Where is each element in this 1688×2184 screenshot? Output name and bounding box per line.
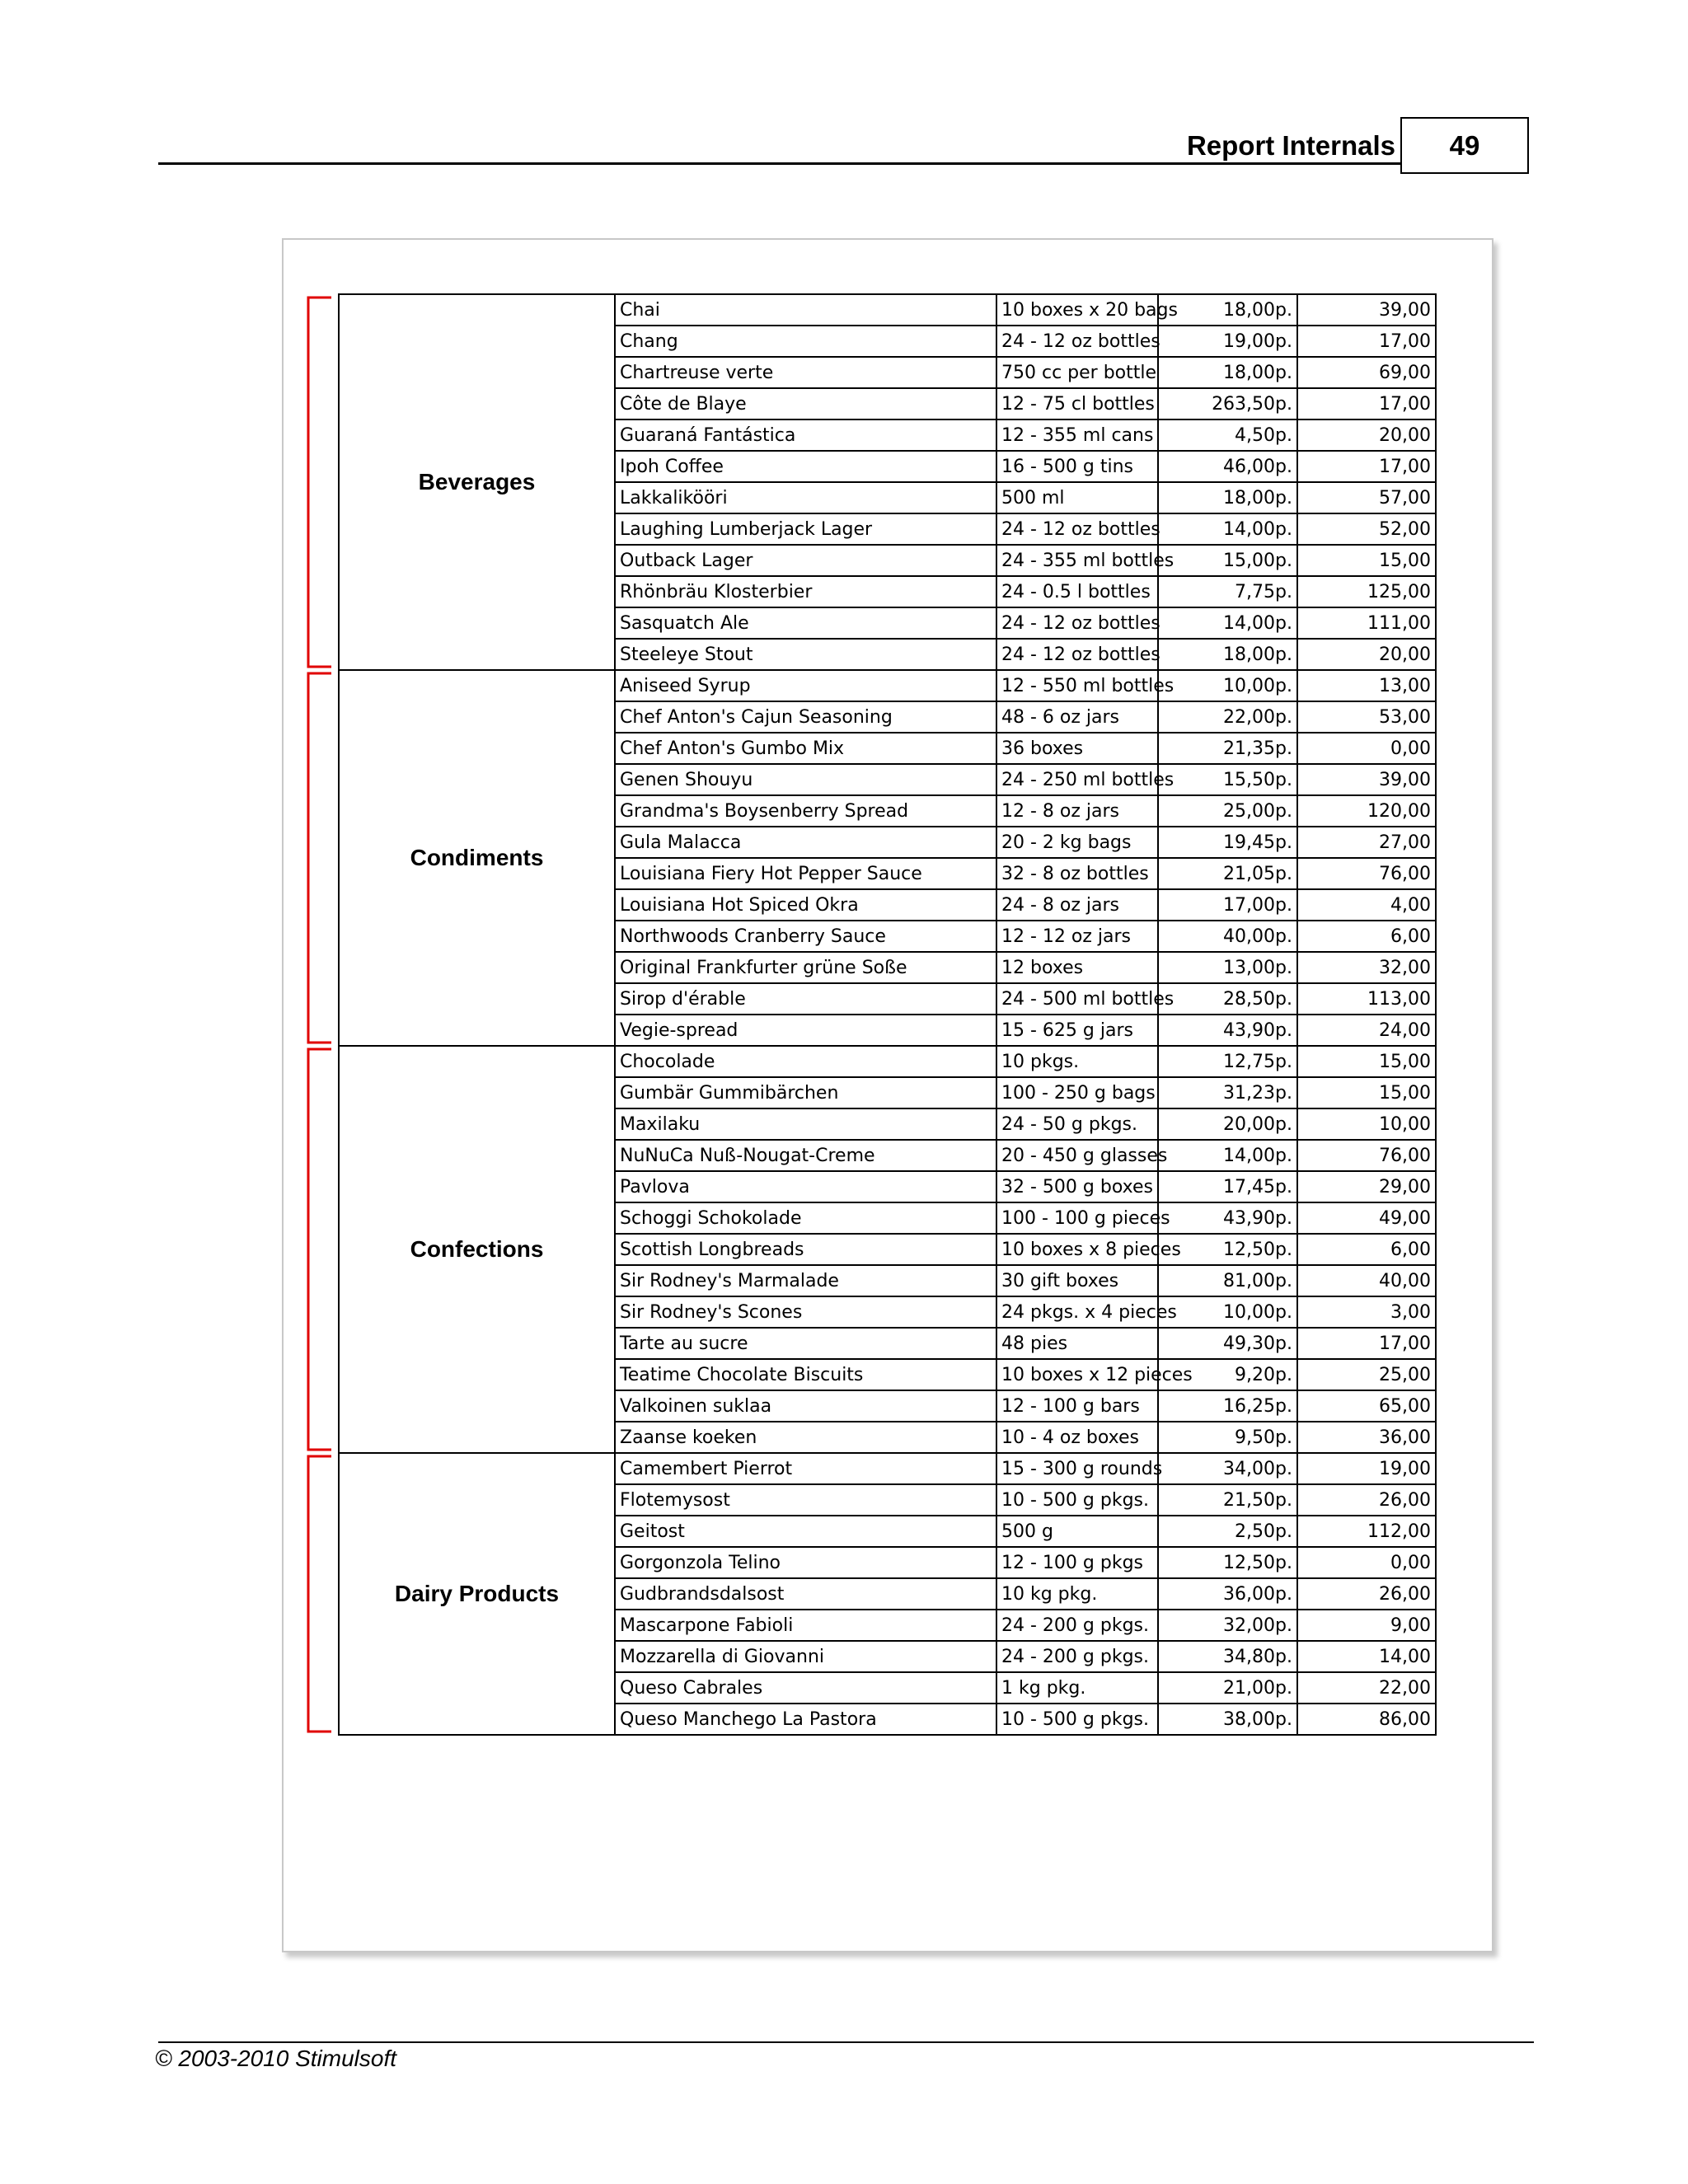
unit-price-cell: 36,00p.: [1158, 1578, 1297, 1610]
unit-price-cell: 21,50p.: [1158, 1484, 1297, 1516]
product-name-cell: Chocolade: [615, 1046, 996, 1077]
unit-price-cell: 20,00p.: [1158, 1108, 1297, 1140]
units-in-stock-cell: 39,00: [1297, 764, 1436, 795]
unit-price-cell: 17,00p.: [1158, 889, 1297, 921]
units-in-stock-cell: 17,00: [1297, 326, 1436, 357]
product-name-cell: Original Frankfurter grüne Soße: [615, 952, 996, 983]
product-name-cell: Zaanse koeken: [615, 1422, 996, 1453]
quantity-per-unit-cell: 24 - 12 oz bottles: [996, 639, 1158, 670]
product-name-cell: Steeleye Stout: [615, 639, 996, 670]
unit-price-cell: 17,45p.: [1158, 1171, 1297, 1202]
units-in-stock-cell: 111,00: [1297, 607, 1436, 639]
product-name-cell: Queso Manchego La Pastora: [615, 1704, 996, 1735]
unit-price-cell: 19,45p.: [1158, 827, 1297, 858]
units-in-stock-cell: 32,00: [1297, 952, 1436, 983]
unit-price-cell: 34,00p.: [1158, 1453, 1297, 1484]
footer-copyright: © 2003-2010 Stimulsoft: [155, 2046, 397, 2071]
quantity-per-unit-cell: 10 - 500 g pkgs.: [996, 1704, 1158, 1735]
unit-price-cell: 2,50p.: [1158, 1516, 1297, 1547]
unit-price-cell: 18,00p.: [1158, 357, 1297, 388]
product-name-cell: Geitost: [615, 1516, 996, 1547]
unit-price-cell: 28,50p.: [1158, 983, 1297, 1015]
unit-price-cell: 22,00p.: [1158, 701, 1297, 733]
units-in-stock-cell: 36,00: [1297, 1422, 1436, 1453]
product-name-cell: Schoggi Schokolade: [615, 1202, 996, 1234]
unit-price-cell: 21,00p.: [1158, 1672, 1297, 1704]
unit-price-cell: 10,00p.: [1158, 670, 1297, 701]
quantity-per-unit-cell: 15 - 300 g rounds: [996, 1453, 1158, 1484]
product-name-cell: Scottish Longbreads: [615, 1234, 996, 1265]
unit-price-cell: 34,80p.: [1158, 1641, 1297, 1672]
product-name-cell: Outback Lager: [615, 545, 996, 576]
quantity-per-unit-cell: 12 - 100 g bars: [996, 1390, 1158, 1422]
quantity-per-unit-cell: 12 boxes: [996, 952, 1158, 983]
product-name-cell: Chef Anton's Cajun Seasoning: [615, 701, 996, 733]
unit-price-cell: 263,50p.: [1158, 388, 1297, 419]
units-in-stock-cell: 53,00: [1297, 701, 1436, 733]
quantity-per-unit-cell: 32 - 8 oz bottles: [996, 858, 1158, 889]
unit-price-cell: 12,75p.: [1158, 1046, 1297, 1077]
quantity-per-unit-cell: 500 ml: [996, 482, 1158, 513]
unit-price-cell: 43,90p.: [1158, 1202, 1297, 1234]
unit-price-cell: 46,00p.: [1158, 451, 1297, 482]
quantity-per-unit-cell: 24 pkgs. x 4 pieces: [996, 1296, 1158, 1328]
table-row: [339, 1046, 1436, 1077]
quantity-per-unit-cell: 24 - 12 oz bottles: [996, 607, 1158, 639]
category-cell: Confections: [339, 1046, 615, 1453]
category-cell: Condiments: [339, 670, 615, 1046]
units-in-stock-cell: 25,00: [1297, 1359, 1436, 1390]
unit-price-cell: 43,90p.: [1158, 1015, 1297, 1046]
table-row: [339, 294, 1436, 326]
quantity-per-unit-cell: 10 boxes x 12 pieces: [996, 1359, 1158, 1390]
product-name-cell: Queso Cabrales: [615, 1672, 996, 1704]
quantity-per-unit-cell: 32 - 500 g boxes: [996, 1171, 1158, 1202]
units-in-stock-cell: 22,00: [1297, 1672, 1436, 1704]
quantity-per-unit-cell: 12 - 100 g pkgs: [996, 1547, 1158, 1578]
quantity-per-unit-cell: 24 - 250 ml bottles: [996, 764, 1158, 795]
units-in-stock-cell: 112,00: [1297, 1516, 1436, 1547]
unit-price-cell: 13,00p.: [1158, 952, 1297, 983]
product-name-cell: Chef Anton's Gumbo Mix: [615, 733, 996, 764]
unit-price-cell: 14,00p.: [1158, 607, 1297, 639]
unit-price-cell: 49,30p.: [1158, 1328, 1297, 1359]
product-name-cell: Sir Rodney's Scones: [615, 1296, 996, 1328]
unit-price-cell: 7,75p.: [1158, 576, 1297, 607]
unit-price-cell: 21,05p.: [1158, 858, 1297, 889]
product-name-cell: Aniseed Syrup: [615, 670, 996, 701]
units-in-stock-cell: 9,00: [1297, 1610, 1436, 1641]
units-in-stock-cell: 15,00: [1297, 1077, 1436, 1108]
units-in-stock-cell: 20,00: [1297, 419, 1436, 451]
units-in-stock-cell: 10,00: [1297, 1108, 1436, 1140]
group-bracket: [308, 673, 331, 1043]
product-table: [338, 293, 1437, 1736]
quantity-per-unit-cell: 24 - 200 g pkgs.: [996, 1610, 1158, 1641]
product-name-cell: Sir Rodney's Marmalade: [615, 1265, 996, 1296]
quantity-per-unit-cell: 10 - 4 oz boxes: [996, 1422, 1158, 1453]
product-name-cell: Tarte au sucre: [615, 1328, 996, 1359]
unit-price-cell: 10,00p.: [1158, 1296, 1297, 1328]
unit-price-cell: 21,35p.: [1158, 733, 1297, 764]
product-name-cell: Chai: [615, 294, 996, 326]
quantity-per-unit-cell: 24 - 8 oz jars: [996, 889, 1158, 921]
product-name-cell: Vegie-spread: [615, 1015, 996, 1046]
unit-price-cell: 4,50p.: [1158, 419, 1297, 451]
quantity-per-unit-cell: 12 - 355 ml cans: [996, 419, 1158, 451]
units-in-stock-cell: 27,00: [1297, 827, 1436, 858]
unit-price-cell: 38,00p.: [1158, 1704, 1297, 1735]
quantity-per-unit-cell: 12 - 75 cl bottles: [996, 388, 1158, 419]
quantity-per-unit-cell: 24 - 200 g pkgs.: [996, 1641, 1158, 1672]
units-in-stock-cell: 19,00: [1297, 1453, 1436, 1484]
product-name-cell: Côte de Blaye: [615, 388, 996, 419]
units-in-stock-cell: 17,00: [1297, 1328, 1436, 1359]
product-name-cell: Gumbär Gummibärchen: [615, 1077, 996, 1108]
units-in-stock-cell: 86,00: [1297, 1704, 1436, 1735]
quantity-per-unit-cell: 24 - 355 ml bottles: [996, 545, 1158, 576]
page-number-box: 49: [1400, 117, 1529, 174]
units-in-stock-cell: 49,00: [1297, 1202, 1436, 1234]
units-in-stock-cell: 14,00: [1297, 1641, 1436, 1672]
unit-price-cell: 12,50p.: [1158, 1547, 1297, 1578]
product-name-cell: Louisiana Fiery Hot Pepper Sauce: [615, 858, 996, 889]
quantity-per-unit-cell: 10 pkgs.: [996, 1046, 1158, 1077]
units-in-stock-cell: 113,00: [1297, 983, 1436, 1015]
units-in-stock-cell: 24,00: [1297, 1015, 1436, 1046]
product-name-cell: Pavlova: [615, 1171, 996, 1202]
quantity-per-unit-cell: 30 gift boxes: [996, 1265, 1158, 1296]
units-in-stock-cell: 52,00: [1297, 513, 1436, 545]
quantity-per-unit-cell: 10 boxes x 20 bags: [996, 294, 1158, 326]
unit-price-cell: 12,50p.: [1158, 1234, 1297, 1265]
units-in-stock-cell: 29,00: [1297, 1171, 1436, 1202]
quantity-per-unit-cell: 10 - 500 g pkgs.: [996, 1484, 1158, 1516]
quantity-per-unit-cell: 750 cc per bottle: [996, 357, 1158, 388]
unit-price-cell: 19,00p.: [1158, 326, 1297, 357]
quantity-per-unit-cell: 24 - 12 oz bottles: [996, 326, 1158, 357]
quantity-per-unit-cell: 36 boxes: [996, 733, 1158, 764]
product-name-cell: Ipoh Coffee: [615, 451, 996, 482]
quantity-per-unit-cell: 24 - 500 ml bottles: [996, 983, 1158, 1015]
product-name-cell: Lakkalikööri: [615, 482, 996, 513]
unit-price-cell: 18,00p.: [1158, 639, 1297, 670]
product-name-cell: Northwoods Cranberry Sauce: [615, 921, 996, 952]
product-name-cell: Guaraná Fantástica: [615, 419, 996, 451]
running-header-title: Report Internals: [1186, 130, 1395, 161]
units-in-stock-cell: 17,00: [1297, 451, 1436, 482]
group-bracket: [308, 298, 331, 667]
units-in-stock-cell: 0,00: [1297, 1547, 1436, 1578]
units-in-stock-cell: 57,00: [1297, 482, 1436, 513]
quantity-per-unit-cell: 24 - 0.5 l bottles: [996, 576, 1158, 607]
unit-price-cell: 18,00p.: [1158, 482, 1297, 513]
product-name-cell: Chartreuse verte: [615, 357, 996, 388]
unit-price-cell: 15,50p.: [1158, 764, 1297, 795]
units-in-stock-cell: 4,00: [1297, 889, 1436, 921]
units-in-stock-cell: 26,00: [1297, 1578, 1436, 1610]
unit-price-cell: 31,23p.: [1158, 1077, 1297, 1108]
units-in-stock-cell: 120,00: [1297, 795, 1436, 827]
units-in-stock-cell: 13,00: [1297, 670, 1436, 701]
group-bracket: [308, 1049, 331, 1450]
units-in-stock-cell: 76,00: [1297, 858, 1436, 889]
unit-price-cell: 25,00p.: [1158, 795, 1297, 827]
category-cell: Dairy Products: [339, 1453, 615, 1735]
category-cell: Beverages: [339, 294, 615, 670]
product-name-cell: Flotemysost: [615, 1484, 996, 1516]
quantity-per-unit-cell: 24 - 50 g pkgs.: [996, 1108, 1158, 1140]
quantity-per-unit-cell: 20 - 2 kg bags: [996, 827, 1158, 858]
units-in-stock-cell: 15,00: [1297, 545, 1436, 576]
product-name-cell: Gudbrandsdalsost: [615, 1578, 996, 1610]
product-name-cell: Camembert Pierrot: [615, 1453, 996, 1484]
product-name-cell: Chang: [615, 326, 996, 357]
unit-price-cell: 15,00p.: [1158, 545, 1297, 576]
quantity-per-unit-cell: 10 boxes x 8 pieces: [996, 1234, 1158, 1265]
quantity-per-unit-cell: 12 - 550 ml bottles: [996, 670, 1158, 701]
quantity-per-unit-cell: 100 - 250 g bags: [996, 1077, 1158, 1108]
product-name-cell: Rhönbräu Klosterbier: [615, 576, 996, 607]
quantity-per-unit-cell: 48 pies: [996, 1328, 1158, 1359]
quantity-per-unit-cell: 100 - 100 g pieces: [996, 1202, 1158, 1234]
unit-price-cell: 14,00p.: [1158, 1140, 1297, 1171]
units-in-stock-cell: 40,00: [1297, 1265, 1436, 1296]
product-name-cell: Valkoinen suklaa: [615, 1390, 996, 1422]
table-row: [339, 670, 1436, 701]
units-in-stock-cell: 6,00: [1297, 1234, 1436, 1265]
unit-price-cell: 81,00p.: [1158, 1265, 1297, 1296]
product-name-cell: Mozzarella di Giovanni: [615, 1641, 996, 1672]
units-in-stock-cell: 20,00: [1297, 639, 1436, 670]
units-in-stock-cell: 17,00: [1297, 388, 1436, 419]
product-name-cell: NuNuCa Nuß-Nougat-Creme: [615, 1140, 996, 1171]
units-in-stock-cell: 39,00: [1297, 294, 1436, 326]
quantity-per-unit-cell: 10 kg pkg.: [996, 1578, 1158, 1610]
quantity-per-unit-cell: 16 - 500 g tins: [996, 451, 1158, 482]
product-name-cell: Sirop d'érable: [615, 983, 996, 1015]
units-in-stock-cell: 26,00: [1297, 1484, 1436, 1516]
quantity-per-unit-cell: 48 - 6 oz jars: [996, 701, 1158, 733]
product-name-cell: Grandma's Boysenberry Spread: [615, 795, 996, 827]
units-in-stock-cell: 6,00: [1297, 921, 1436, 952]
unit-price-cell: 16,25p.: [1158, 1390, 1297, 1422]
product-name-cell: Maxilaku: [615, 1108, 996, 1140]
units-in-stock-cell: 65,00: [1297, 1390, 1436, 1422]
product-name-cell: Sasquatch Ale: [615, 607, 996, 639]
quantity-per-unit-cell: 500 g: [996, 1516, 1158, 1547]
unit-price-cell: 9,20p.: [1158, 1359, 1297, 1390]
group-bracket: [308, 1456, 331, 1732]
units-in-stock-cell: 69,00: [1297, 357, 1436, 388]
units-in-stock-cell: 125,00: [1297, 576, 1436, 607]
units-in-stock-cell: 0,00: [1297, 733, 1436, 764]
product-name-cell: Genen Shouyu: [615, 764, 996, 795]
quantity-per-unit-cell: 24 - 12 oz bottles: [996, 513, 1158, 545]
units-in-stock-cell: 3,00: [1297, 1296, 1436, 1328]
units-in-stock-cell: 76,00: [1297, 1140, 1436, 1171]
unit-price-cell: 14,00p.: [1158, 513, 1297, 545]
quantity-per-unit-cell: 1 kg pkg.: [996, 1672, 1158, 1704]
unit-price-cell: 18,00p.: [1158, 294, 1297, 326]
quantity-per-unit-cell: 12 - 8 oz jars: [996, 795, 1158, 827]
quantity-per-unit-cell: 20 - 450 g glasses: [996, 1140, 1158, 1171]
product-name-cell: Gorgonzola Telino: [615, 1547, 996, 1578]
unit-price-cell: 40,00p.: [1158, 921, 1297, 952]
table-row: [339, 1453, 1436, 1484]
product-name-cell: Louisiana Hot Spiced Okra: [615, 889, 996, 921]
unit-price-cell: 9,50p.: [1158, 1422, 1297, 1453]
quantity-per-unit-cell: 15 - 625 g jars: [996, 1015, 1158, 1046]
units-in-stock-cell: 15,00: [1297, 1046, 1436, 1077]
quantity-per-unit-cell: 12 - 12 oz jars: [996, 921, 1158, 952]
product-name-cell: Teatime Chocolate Biscuits: [615, 1359, 996, 1390]
unit-price-cell: 32,00p.: [1158, 1610, 1297, 1641]
product-name-cell: Gula Malacca: [615, 827, 996, 858]
product-name-cell: Mascarpone Fabioli: [615, 1610, 996, 1641]
product-name-cell: Laughing Lumberjack Lager: [615, 513, 996, 545]
